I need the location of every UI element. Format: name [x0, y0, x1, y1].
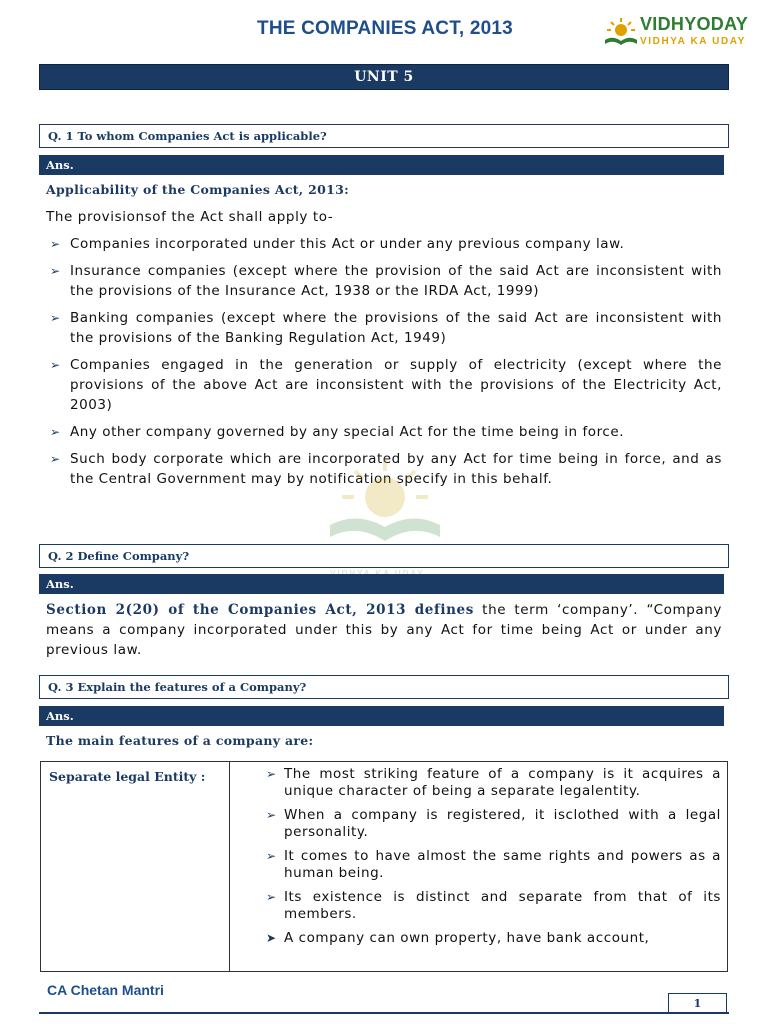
answer-3-label: Ans.: [39, 706, 724, 726]
arrow-right-icon: ➢: [266, 767, 277, 781]
sun-book-logo-icon: [602, 16, 640, 50]
list-item: ➢ When a company is registered, it isclothed with a legal personality.: [266, 807, 721, 840]
table-row: [41, 762, 728, 972]
q1-subheading: Applicability of the Companies Act, 2013:: [46, 182, 350, 197]
footer-divider: [39, 1012, 729, 1014]
arrow-right-icon: ➢: [50, 425, 61, 439]
list-item: ➢ Companies engaged in the generation or supply of electricity (except where the provisions of the above Act are inconsistent with the provisions of the Electricity Act, 2003): [50, 357, 722, 413]
logo-tagline: VIDHYA KA UDAY: [640, 36, 746, 47]
unit-heading: UNIT 5: [39, 64, 729, 90]
vidhyoday-logo: [600, 12, 760, 52]
q2-definition: Section 2(20) of the Companies Act, 2013 defines the term ‘company’. “Company means a company incorporated under this by any Act for time being Act or under any previous law.: [46, 602, 722, 658]
list-item: ➢ Banking companies (except where the provisions of the said Act are inconsistent with the provisions of the Banking Regulation Act, 1949): [50, 310, 722, 346]
arrow-right-icon: ➢: [50, 358, 61, 372]
features-table: [40, 761, 728, 972]
arrow-right-icon: ➢: [50, 237, 61, 251]
arrow-right-icon: ➢: [266, 890, 277, 904]
list-item: ➢ Such body corporate which are incorporated by any Act for time being in force, and as the Central Government may by notification specify in this behalf.: [50, 451, 722, 487]
list-item: ➢ Insurance companies (except where the provision of the said Act are inconsistent with the provisions of the Insurance Act, 1938 or the IRDA Act, 1999): [50, 263, 722, 299]
feature-name-cell: Separate legal Entity :: [41, 762, 230, 972]
arrow-right-icon: ➢: [50, 311, 61, 325]
arrow-right-icon: ➤: [266, 931, 277, 945]
list-item: ➢ Its existence is distinct and separate from that of its members.: [266, 889, 721, 922]
logo-brand: VIDHYODAY: [640, 14, 749, 34]
page-number: 1: [668, 993, 727, 1013]
feature-points-cell: [230, 762, 728, 972]
question-2: Q. 2 Define Company?: [39, 544, 729, 568]
list-item: ➢ The most striking feature of a company is it acquires a unique character of being a separate legalentity.: [266, 766, 721, 799]
answer-1-label: Ans.: [39, 155, 724, 175]
list-item: ➢ Companies incorporated under this Act or under any previous company law.: [50, 236, 625, 252]
footer-author: CA Chetan Mantri: [47, 982, 164, 998]
list-item: ➤ A company can own property, have bank account,: [266, 930, 650, 946]
question-1: Q. 1 To whom Companies Act is applicable?: [39, 124, 729, 148]
list-item: ➢ Any other company governed by any special Act for the time being in force.: [50, 424, 625, 440]
document-title: THE COMPANIES ACT, 2013: [257, 18, 513, 39]
q3-subheading: The main features of a company are:: [46, 733, 314, 748]
arrow-right-icon: ➢: [266, 849, 277, 863]
arrow-right-icon: ➢: [50, 264, 61, 278]
arrow-right-icon: ➢: [50, 452, 61, 466]
watermark-logo-icon: [310, 455, 460, 547]
question-3: Q. 3 Explain the features of a Company?: [39, 675, 729, 699]
answer-2-label: Ans.: [39, 574, 724, 594]
list-item: ➢ It comes to have almost the same rights and powers as a human being.: [266, 848, 721, 881]
q1-intro: The provisionsof the Act shall apply to-: [46, 209, 334, 225]
arrow-right-icon: ➢: [266, 808, 277, 822]
